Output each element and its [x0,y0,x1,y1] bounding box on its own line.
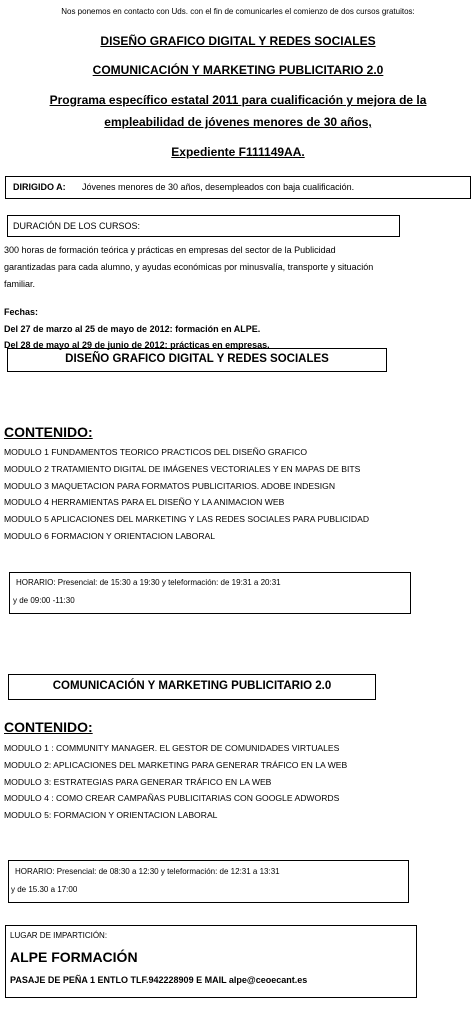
lugar-name: ALPE FORMACIÓN [10,949,138,965]
course-2-title-box [8,674,376,700]
duracion-text [4,242,373,293]
course-1-title-box [7,348,387,372]
fechas-block [4,304,270,354]
course-2-module: MODULO 5: FORMACION Y ORIENTACION LABORAL [4,810,218,821]
course-2-horario-line-2: y de 15.30 a 17:00 [11,885,78,894]
duracion-line-3: familiar. [4,279,36,289]
course-1-module: MODULO 5 APLICACIONES DEL MARKETING Y LAS REDES SOCIALES PARA PUBLICIDAD [4,514,370,525]
course-1-module: MODULO 1 FUNDAMENTOS TEORICO PRACTICOS DEL DISEÑO GRAFICO [4,447,308,457]
dirigido-label: DIRIGIDO A: [13,182,66,192]
duracion-line-2: garantizadas para cada alumno, y ayudas económicas por minusvalía, transporte y situación [4,262,374,272]
duracion-label: DURACIÓN DE LOS CURSOS: [13,221,141,231]
course-1-title: DISEÑO GRAFICO DIGITAL Y REDES SOCIALES [65,353,329,365]
title-course-2: COMUNICACIÓN Y MARKETING PUBLICITARIO 2.0 [92,63,384,77]
lugar-box [5,925,417,998]
fechas-label: Fechas: [4,307,39,317]
expediente: Expediente F111149AA. [171,145,305,159]
course-2-horario-line-1: HORARIO: Presencial: de 08:30 a 12:30 y teleformación: de 12:31 a 13:31 [15,867,280,876]
lugar-label: LUGAR DE IMPARTICIÓN: [10,931,108,940]
fechas-line-2: Del 28 de mayo al 29 de junio de 2012: prácticas en empresas. [4,340,270,350]
course-1-module: MODULO 4 HERRAMIENTAS PARA EL DISEÑO Y LA ANIMACION WEB [4,497,285,508]
course-1-horario-line-2: y de 09:00 -11:30 [13,596,75,605]
course-2-module: MODULO 1 : COMMUNITY MANAGER. EL GESTOR DE COMUNIDADES VIRTUALES [4,743,340,753]
duracion-box [7,215,400,237]
course-2-module: MODULO 2: APLICACIONES DEL MARKETING PARA GENERAR TRÁFICO EN LA WEB [4,759,348,770]
course-2-modules [4,740,347,824]
dirigido-box [5,176,471,199]
course-2-horario-box [8,860,409,903]
program-line-2: empleabilidad de jóvenes menores de 30 años, [104,115,372,129]
course-1-module: MODULO 2 TRATAMIENTO DIGITAL DE IMÁGENES VECTORIALES Y EN MAPAS DE BITS [4,463,361,474]
dirigido-text: Jóvenes menores de 30 años, desempleados con baja cualificación. [82,182,355,192]
course-1-module: MODULO 3 MAQUETACION PARA FORMATOS PUBLICITARIOS. ADOBE INDESIGN [4,480,336,491]
duracion-line-1: 300 horas de formación teórica y prácticas en empresas del sector de la Publicidad [4,245,336,255]
course-1-horario-line-1: HORARIO: Presencial: de 15:30 a 19:30 y teleformación: de 19:31 a 20:31 [16,578,281,587]
course-1-modules [4,444,369,545]
program-line-1: Programa específico estatal 2011 para cualificación y mejora de la [49,93,427,107]
course-1-contenido: CONTENIDO: [4,424,93,440]
course-2-contenido: CONTENIDO: [4,719,93,735]
course-2-title: COMUNICACIÓN Y MARKETING PUBLICITARIO 2.0 [52,680,332,692]
fechas-line-1: Del 27 de marzo al 25 de mayo de 2012: formación en ALPE. [4,323,261,334]
course-2-module: MODULO 3: ESTRATEGIAS PARA GENERAR TRÁFICO EN LA WEB [4,776,272,787]
course-2-module: MODULO 4 : COMO CREAR CAMPAÑAS PUBLICITARIAS CON GOOGLE ADWORDS [4,793,340,804]
lugar-address: PASAJE DE PEÑA 1 ENTLO TLF.942228909 E MAIL alpe@ceoecant.es [10,975,308,985]
intro-text: Nos ponemos en contacto con Uds. con el fin de comunicarles el comienzo de dos cursos gratuitos: [61,7,415,16]
course-1-horario-box [9,572,411,614]
course-1-module: MODULO 6 FORMACION Y ORIENTACION LABORAL [4,530,216,541]
title-course-1: DISEÑO GRAFICO DIGITAL Y REDES SOCIALES [100,34,376,48]
